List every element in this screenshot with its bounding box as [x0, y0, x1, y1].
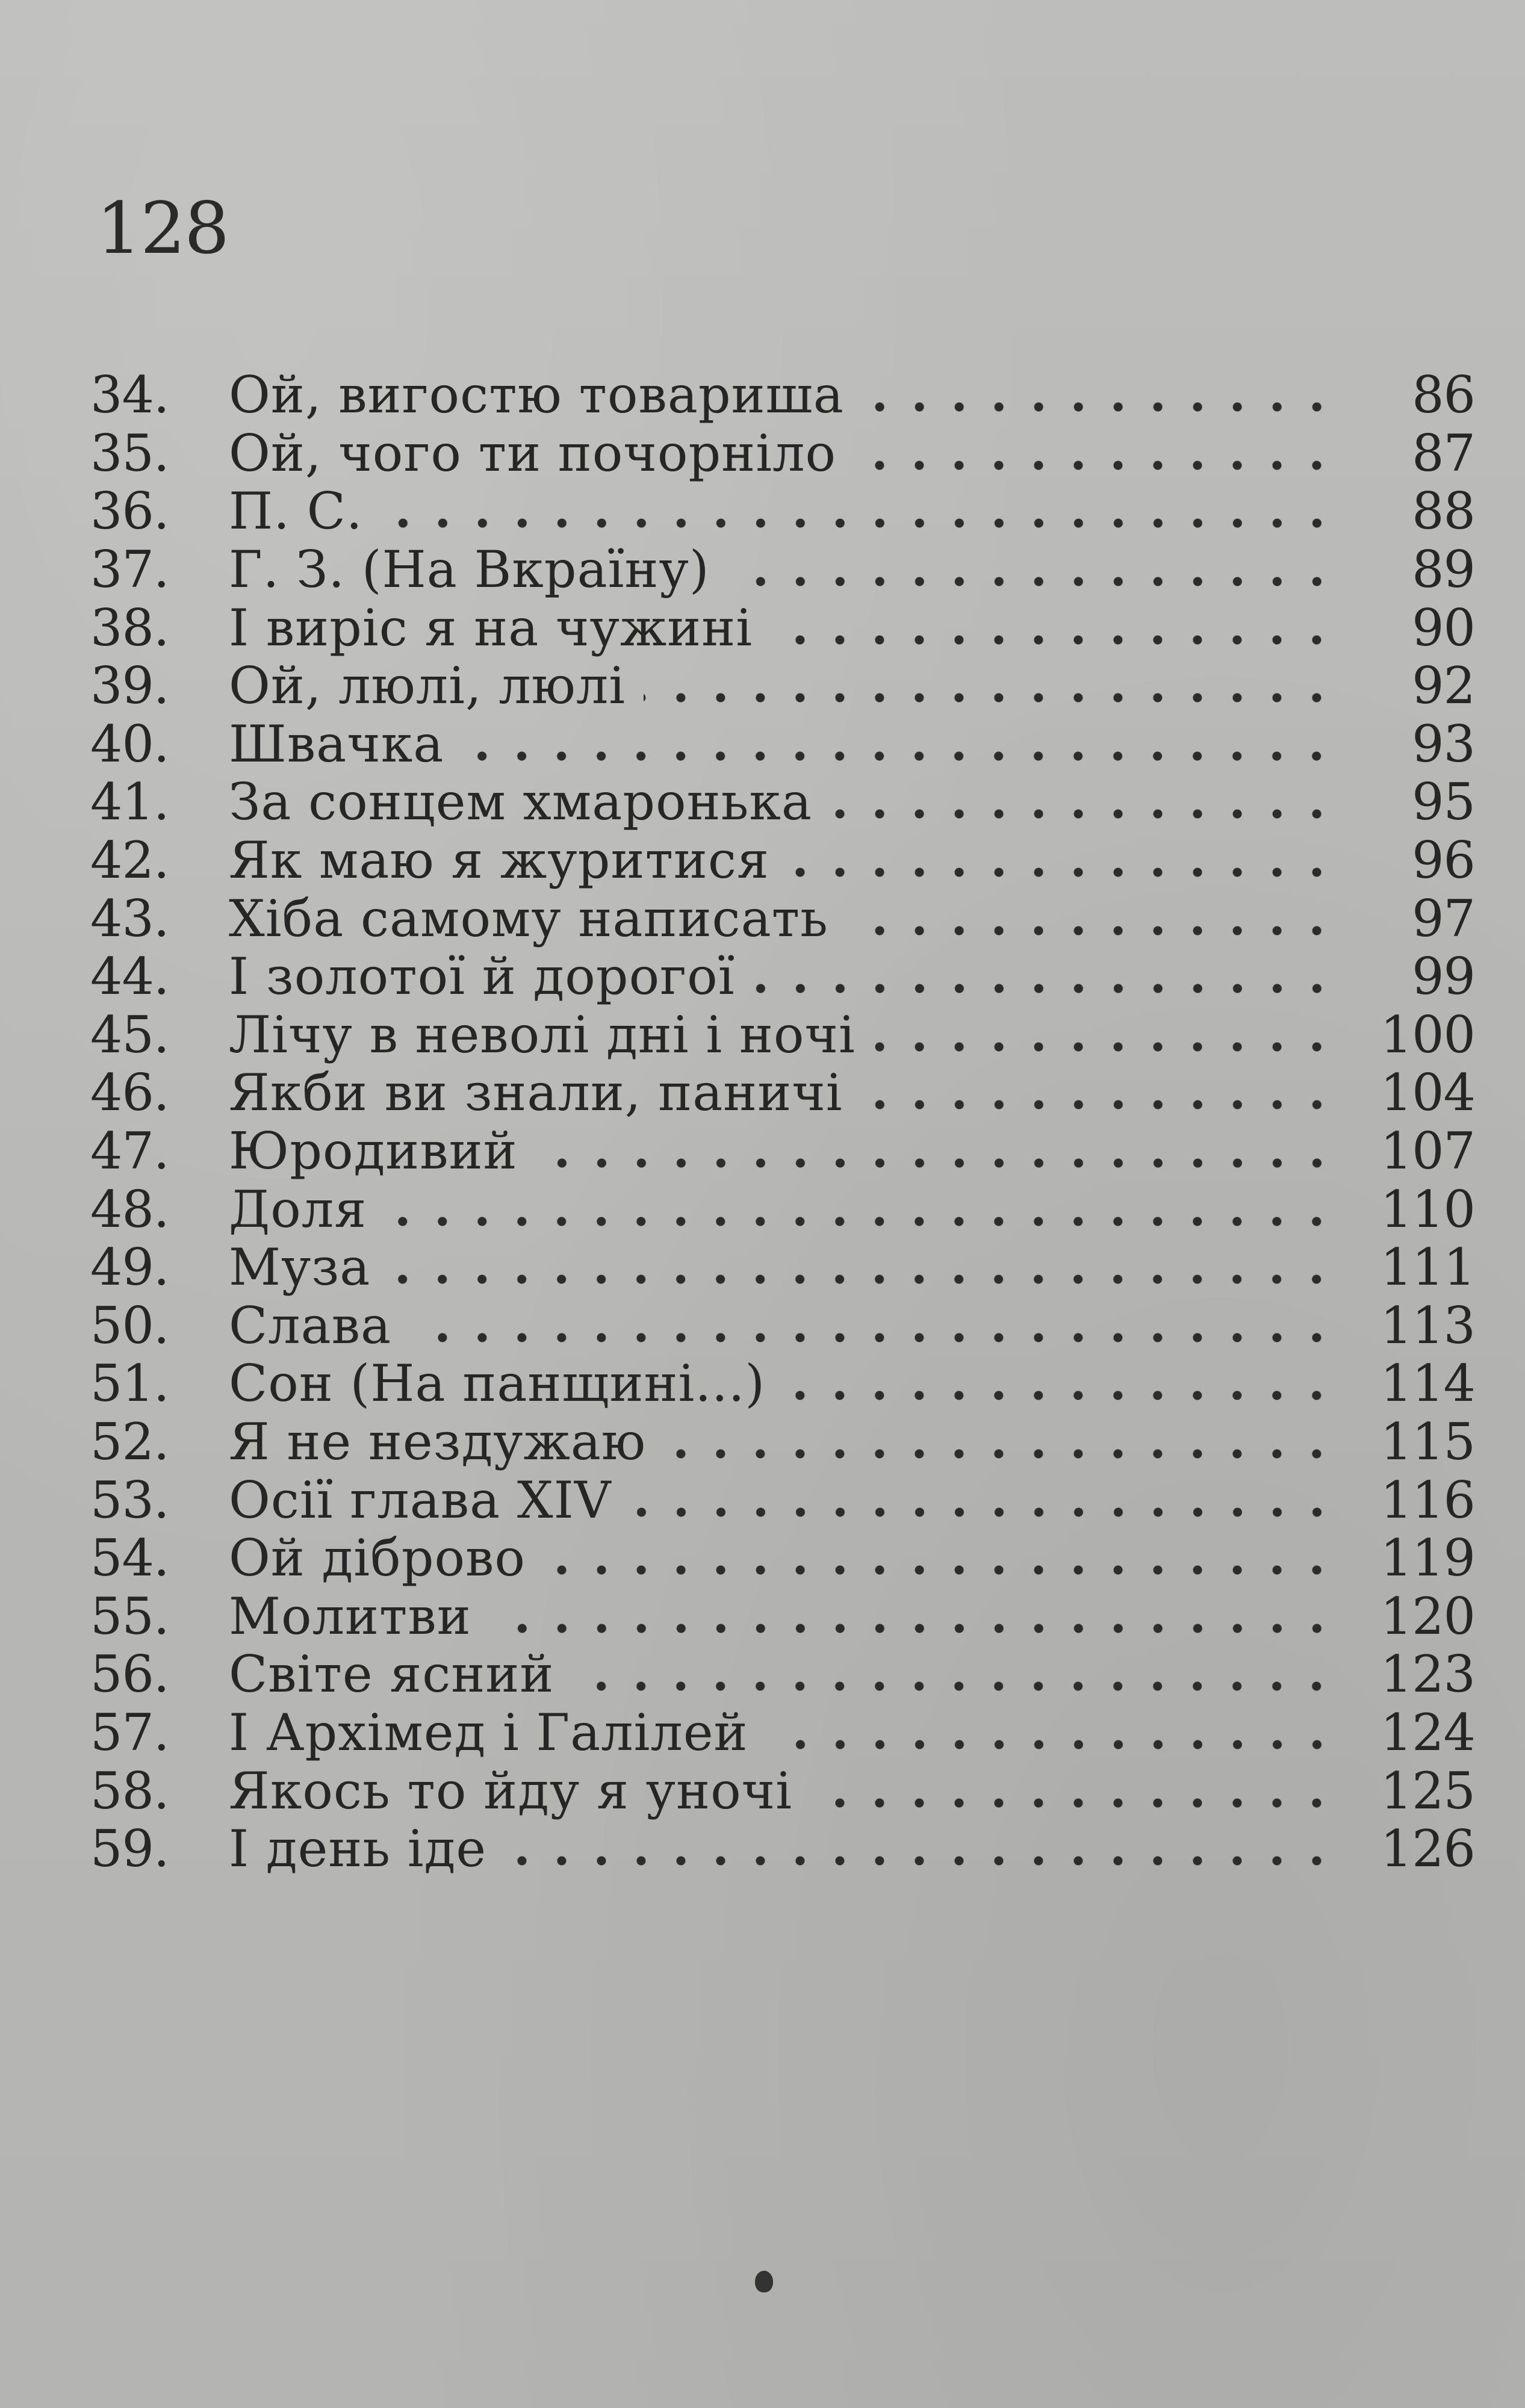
dot-leader	[630, 1475, 1337, 1525]
table-of-contents	[90, 366, 1475, 1878]
dot-leader	[388, 1242, 1337, 1292]
toc-entry-page: 88	[1412, 482, 1475, 541]
toc-row	[90, 1413, 1475, 1471]
dot-leader	[644, 660, 1337, 711]
dot-leader	[771, 603, 1337, 653]
toc-entry-number: 42.	[90, 831, 169, 890]
toc-entry-page: 113	[1380, 1296, 1475, 1355]
toc-entry-page: 114	[1380, 1354, 1475, 1413]
toc-entry-page: 96	[1412, 831, 1475, 890]
toc-entry-number: 58.	[90, 1761, 169, 1820]
toc-entry-page: 125	[1380, 1761, 1475, 1820]
toc-entry-page: 126	[1380, 1819, 1475, 1879]
toc-entry-title: Хіба самому написать	[229, 889, 828, 948]
toc-row	[90, 424, 1475, 483]
toc-entry-page: 90	[1412, 598, 1475, 657]
toc-row	[90, 715, 1475, 774]
toc-entry-number: 39.	[90, 656, 169, 716]
ink-dot-ornament-icon	[755, 2271, 773, 2292]
toc-entry-page: 110	[1380, 1179, 1475, 1239]
toc-entry-number: 51.	[90, 1354, 169, 1413]
dot-leader	[783, 1358, 1337, 1409]
toc-entry-page: 104	[1380, 1063, 1475, 1123]
dot-leader	[728, 544, 1337, 595]
toc-row	[90, 1761, 1475, 1820]
toc-row	[90, 1122, 1475, 1181]
toc-entry-number: 47.	[90, 1122, 169, 1181]
toc-entry-title: Юродивий	[229, 1122, 518, 1181]
toc-entry-number: 54.	[90, 1528, 169, 1588]
toc-row	[90, 1006, 1475, 1064]
toc-entry-title: Осії глава XIV	[229, 1470, 612, 1530]
toc-entry-page: 116	[1380, 1470, 1475, 1530]
dot-leader	[664, 1417, 1337, 1467]
toc-entry-number: 43.	[90, 889, 169, 948]
toc-row	[90, 831, 1475, 890]
toc-entry-number: 41.	[90, 772, 169, 832]
toc-entry-number: 49.	[90, 1238, 169, 1297]
dot-leader	[846, 893, 1337, 944]
dot-leader	[505, 1823, 1337, 1874]
dot-leader	[536, 1126, 1337, 1176]
dot-leader	[787, 835, 1337, 886]
toc-entry-number: 57.	[90, 1702, 169, 1762]
toc-row	[90, 1645, 1475, 1704]
toc-entry-title: І виріс я на чужині	[229, 598, 753, 657]
toc-entry-title: Муза	[229, 1238, 371, 1297]
toc-entry-page: 87	[1412, 423, 1475, 483]
toc-entry-title: Ой, чого ти почорніло	[229, 423, 837, 483]
toc-entry-title: Молитви	[229, 1586, 471, 1646]
toc-row	[90, 1471, 1475, 1529]
toc-row	[90, 482, 1475, 541]
toc-entry-number: 56.	[90, 1645, 169, 1704]
dot-leader	[381, 486, 1337, 536]
dot-leader	[385, 1184, 1337, 1235]
toc-entry-number: 40.	[90, 714, 169, 774]
dot-leader	[766, 1707, 1337, 1758]
toc-row	[90, 1354, 1475, 1413]
dot-leader	[572, 1649, 1337, 1699]
toc-row	[90, 1820, 1475, 1878]
toc-entry-number: 37.	[90, 540, 169, 600]
toc-row	[90, 948, 1475, 1006]
toc-entry-number: 59.	[90, 1819, 169, 1879]
dot-leader	[462, 719, 1337, 769]
toc-entry-page: 111	[1380, 1238, 1475, 1297]
toc-row	[90, 1064, 1475, 1122]
toc-entry-number: 50.	[90, 1296, 169, 1355]
toc-entry-page: 92	[1412, 656, 1475, 716]
dot-leader	[874, 1010, 1337, 1060]
toc-entry-title: Як маю я журитися	[229, 831, 769, 890]
toc-entry-number: 55.	[90, 1586, 169, 1646]
toc-entry-number: 46.	[90, 1063, 169, 1123]
toc-row	[90, 1180, 1475, 1238]
toc-entry-title: Ой, вигостю товариша	[229, 365, 844, 425]
toc-entry-page: 100	[1380, 1005, 1475, 1064]
toc-row	[90, 1529, 1475, 1587]
dot-leader	[854, 428, 1337, 479]
toc-entry-page: 123	[1380, 1645, 1475, 1704]
toc-entry-title: І Архімед і Галілей	[229, 1702, 748, 1762]
dot-leader	[810, 1766, 1337, 1816]
toc-entry-page: 119	[1380, 1528, 1475, 1588]
toc-entry-page: 120	[1380, 1586, 1475, 1646]
toc-row	[90, 657, 1475, 715]
toc-entry-title: Швачка	[229, 714, 444, 774]
dot-leader	[544, 1533, 1337, 1583]
toc-entry-page: 99	[1412, 947, 1475, 1007]
toc-entry-title: І золотої й дорогої	[229, 947, 735, 1007]
toc-entry-page: 89	[1412, 540, 1475, 600]
toc-entry-title: Якось то йду я уночі	[229, 1761, 793, 1820]
toc-entry-title: За сонцем хмаронька	[229, 772, 812, 832]
toc-entry-title: І день іде	[229, 1819, 487, 1879]
toc-entry-title: Сон (На панщині...)	[229, 1354, 766, 1413]
dot-leader	[830, 777, 1337, 827]
dot-leader	[862, 370, 1337, 420]
toc-entry-title: Доля	[229, 1179, 367, 1239]
toc-entry-number: 38.	[90, 598, 169, 657]
toc-row	[90, 889, 1475, 948]
toc-entry-number: 53.	[90, 1470, 169, 1530]
toc-entry-title: Я не нездужаю	[229, 1412, 647, 1471]
toc-entry-page: 97	[1412, 889, 1475, 948]
toc-entry-title: П. С.	[229, 482, 363, 541]
dot-leader	[409, 1300, 1337, 1351]
toc-entry-title: Г. З. (На Вкраїну)	[229, 540, 710, 600]
toc-entry-number: 36.	[90, 482, 169, 541]
toc-row	[90, 773, 1475, 831]
toc-entry-page: 86	[1412, 365, 1475, 425]
toc-entry-number: 45.	[90, 1005, 169, 1064]
dot-leader	[753, 951, 1337, 1002]
toc-row	[90, 1297, 1475, 1355]
toc-row	[90, 541, 1475, 599]
toc-entry-title: Світе ясний	[229, 1645, 554, 1704]
dot-leader	[489, 1591, 1337, 1642]
toc-entry-page: 124	[1380, 1702, 1475, 1762]
toc-row	[90, 598, 1475, 657]
dot-leader	[861, 1067, 1337, 1118]
toc-entry-title: Якби ви знали, паничі	[229, 1063, 843, 1123]
toc-entry-title: Ой діброво	[229, 1528, 526, 1588]
toc-entry-title: Слава	[229, 1296, 392, 1355]
toc-row	[90, 1238, 1475, 1297]
toc-entry-page: 93	[1412, 714, 1475, 774]
toc-entry-number: 52.	[90, 1412, 169, 1471]
toc-entry-page: 107	[1380, 1122, 1475, 1181]
toc-row	[90, 1704, 1475, 1762]
toc-entry-number: 44.	[90, 947, 169, 1007]
toc-row	[90, 1587, 1475, 1645]
toc-entry-title: Лічу в неволі дні і ночі	[229, 1005, 856, 1064]
toc-entry-number: 48.	[90, 1179, 169, 1239]
toc-row	[90, 366, 1475, 424]
toc-entry-number: 35.	[90, 423, 169, 483]
toc-entry-title: Ой, люлі, люлі	[229, 656, 626, 716]
page-number: 128	[96, 187, 229, 270]
toc-entry-page: 95	[1412, 772, 1475, 832]
toc-entry-page: 115	[1380, 1412, 1475, 1471]
toc-entry-number: 34.	[90, 365, 169, 425]
